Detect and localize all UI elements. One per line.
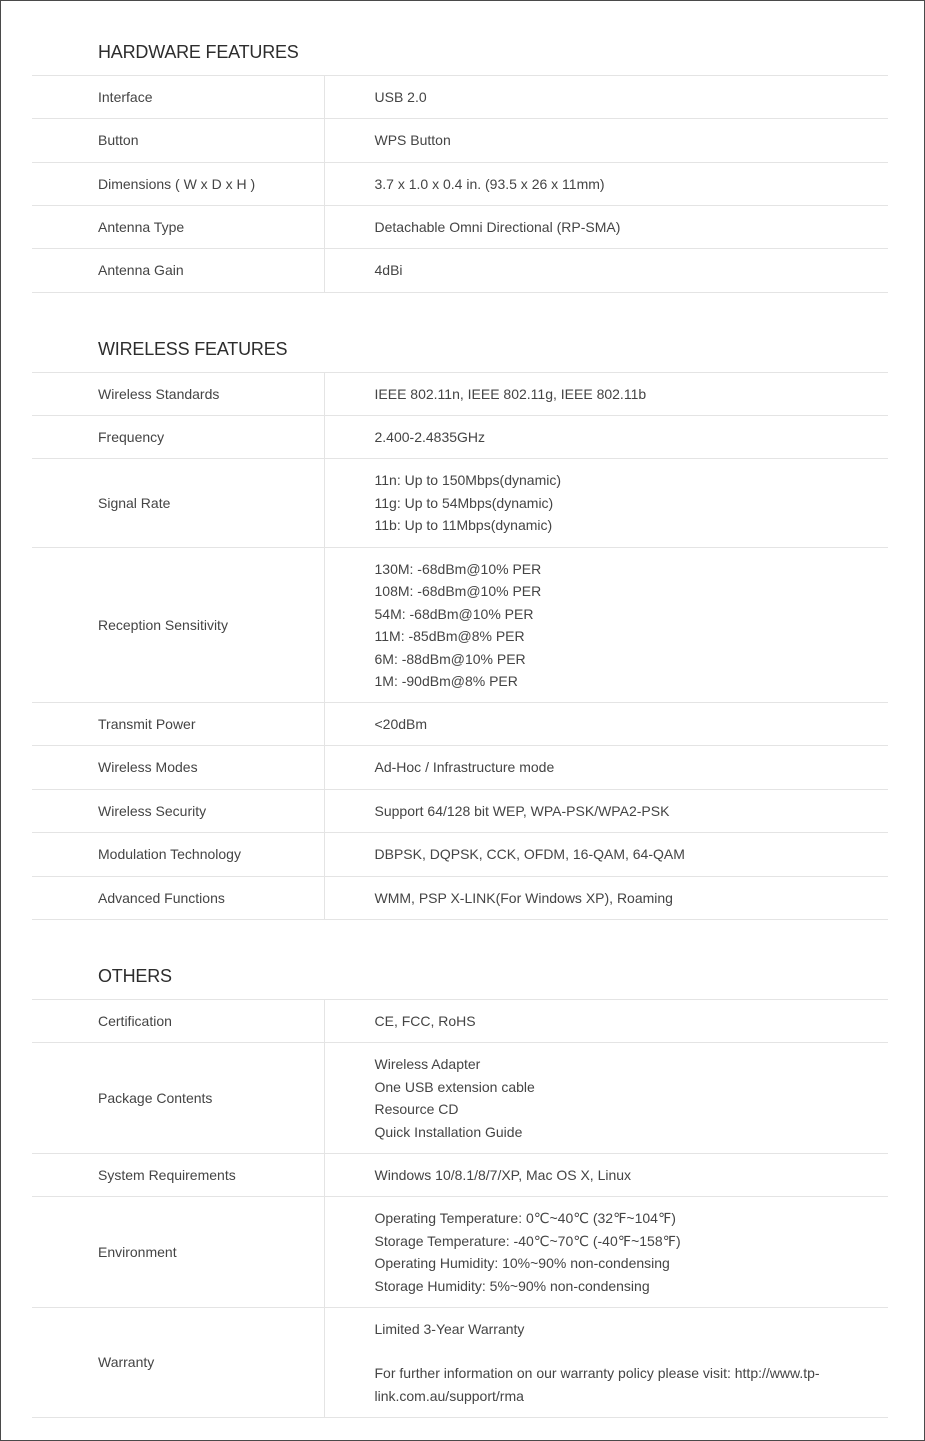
spec-label: Environment	[32, 1197, 324, 1308]
hardware-spec-table	[32, 75, 888, 293]
spec-value: Detachable Omni Directional (RP-SMA)	[324, 206, 888, 249]
spec-value-line: Operating Temperature: 0℃~40℃ (32℉~104℉)	[374, 1210, 676, 1226]
warranty-info-text: For further information on our warranty policy please visit: http://www.tp-link.com.au/support/rma	[374, 1365, 820, 1404]
wireless-spec-table	[32, 372, 888, 920]
spec-label: Advanced Functions	[32, 877, 324, 920]
spec-label: Reception Sensitivity	[32, 548, 324, 703]
table-row	[32, 877, 888, 920]
table-row	[32, 790, 888, 833]
spec-value: CE, FCC, RoHS	[324, 1000, 888, 1043]
spec-value-multiline	[324, 1043, 888, 1154]
spec-value-line: 6M: -88dBm@10% PER	[374, 650, 526, 667]
table-row	[32, 1043, 888, 1154]
spec-label: Package Contents	[32, 1043, 324, 1154]
spec-value-line: 54M: -68dBm@10% PER	[374, 605, 534, 622]
spec-value-multiline	[324, 1308, 888, 1418]
spec-value: WMM, PSP X-LINK(For Windows XP), Roaming	[324, 877, 888, 920]
table-row	[32, 459, 888, 548]
table-row	[32, 1154, 888, 1197]
spec-value-multiline	[324, 1197, 888, 1308]
spec-label: Frequency	[32, 416, 324, 459]
spec-value-line: 11g: Up to 54Mbps(dynamic)	[374, 494, 554, 511]
spec-value-line: 11b: Up to 11Mbps(dynamic)	[374, 517, 553, 534]
spec-label: Antenna Gain	[32, 249, 324, 293]
spec-value-line: Storage Temperature: -40℃~70℃ (-40℉~158℉)	[374, 1232, 681, 1249]
spec-label: Signal Rate	[32, 459, 324, 548]
others-spec-table	[32, 999, 888, 1418]
table-row	[32, 1197, 888, 1308]
spec-label: Button	[32, 119, 324, 163]
spec-value: Support 64/128 bit WEP, WPA-PSK/WPA2-PSK	[324, 790, 888, 833]
spec-value-line: 1M: -90dBm@8% PER	[374, 673, 518, 689]
table-row	[32, 206, 888, 249]
spec-value: Ad-Hoc / Infrastructure mode	[324, 746, 888, 790]
spec-value: DBPSK, DQPSK, CCK, OFDM, 16-QAM, 64-QAM	[324, 833, 888, 877]
spec-value: 2.400-2.4835GHz	[324, 416, 888, 459]
spec-value-line: One USB extension cable	[374, 1078, 535, 1095]
table-row	[32, 833, 888, 877]
table-row	[32, 416, 888, 459]
spec-value: USB 2.0	[324, 76, 888, 119]
spec-value-line: Storage Humidity: 5%~90% non-condensing	[374, 1277, 650, 1294]
spec-value: <20dBm	[324, 703, 888, 746]
spec-value-multiline	[324, 459, 888, 548]
spec-value-line: 11n: Up to 150Mbps(dynamic)	[374, 472, 561, 489]
spec-label: Transmit Power	[32, 703, 324, 746]
spec-label: Wireless Modes	[32, 746, 324, 790]
section-title-wireless: WIRELESS FEATURES	[98, 339, 288, 359]
section-title-others: OTHERS	[98, 966, 172, 986]
spec-label: System Requirements	[32, 1154, 324, 1197]
spec-label: Certification	[32, 1000, 324, 1043]
spec-value: 4dBi	[324, 249, 888, 293]
spacer	[375, 1340, 843, 1362]
spec-label: Wireless Standards	[32, 373, 324, 416]
table-row	[32, 119, 888, 163]
table-row	[32, 76, 888, 119]
spec-value-line: 108M: -68dBm@10% PER	[374, 583, 542, 599]
table-row	[32, 1000, 888, 1043]
spec-value-line: Quick Installation Guide	[374, 1123, 523, 1140]
table-row	[32, 249, 888, 293]
table-row	[32, 373, 888, 416]
table-row	[32, 163, 888, 206]
table-row	[32, 1308, 888, 1418]
spec-label: Wireless Security	[32, 790, 324, 833]
spec-value-line: 130M: -68dBm@10% PER	[374, 560, 542, 577]
spec-value: IEEE 802.11n, IEEE 802.11g, IEEE 802.11b	[324, 373, 888, 416]
spec-value-line: 11M: -85dBm@8% PER	[374, 628, 525, 644]
spec-value-multiline	[324, 548, 888, 703]
spec-label: Modulation Technology	[32, 833, 324, 877]
spec-value: 3.7 x 1.0 x 0.4 in. (93.5 x 26 x 11mm)	[324, 163, 888, 206]
spec-label: Antenna Type	[32, 206, 324, 249]
spec-value-line: Resource CD	[374, 1101, 459, 1117]
table-row	[32, 703, 888, 746]
spec-label: Warranty	[32, 1308, 324, 1418]
spec-label: Dimensions ( W x D x H )	[32, 163, 324, 206]
table-row	[32, 746, 888, 790]
table-row	[32, 548, 888, 703]
spec-value: WPS Button	[324, 119, 888, 163]
spec-value: Windows 10/8.1/8/7/XP, Mac OS X, Linux	[324, 1154, 888, 1197]
warranty-line: Limited 3-Year Warranty	[374, 1320, 525, 1337]
section-title-hardware: HARDWARE FEATURES	[98, 42, 299, 62]
spec-value-line: Wireless Adapter	[374, 1056, 481, 1072]
spec-value-line: Operating Humidity: 10%~90% non-condensing	[374, 1255, 670, 1271]
spec-label: Interface	[32, 76, 324, 119]
